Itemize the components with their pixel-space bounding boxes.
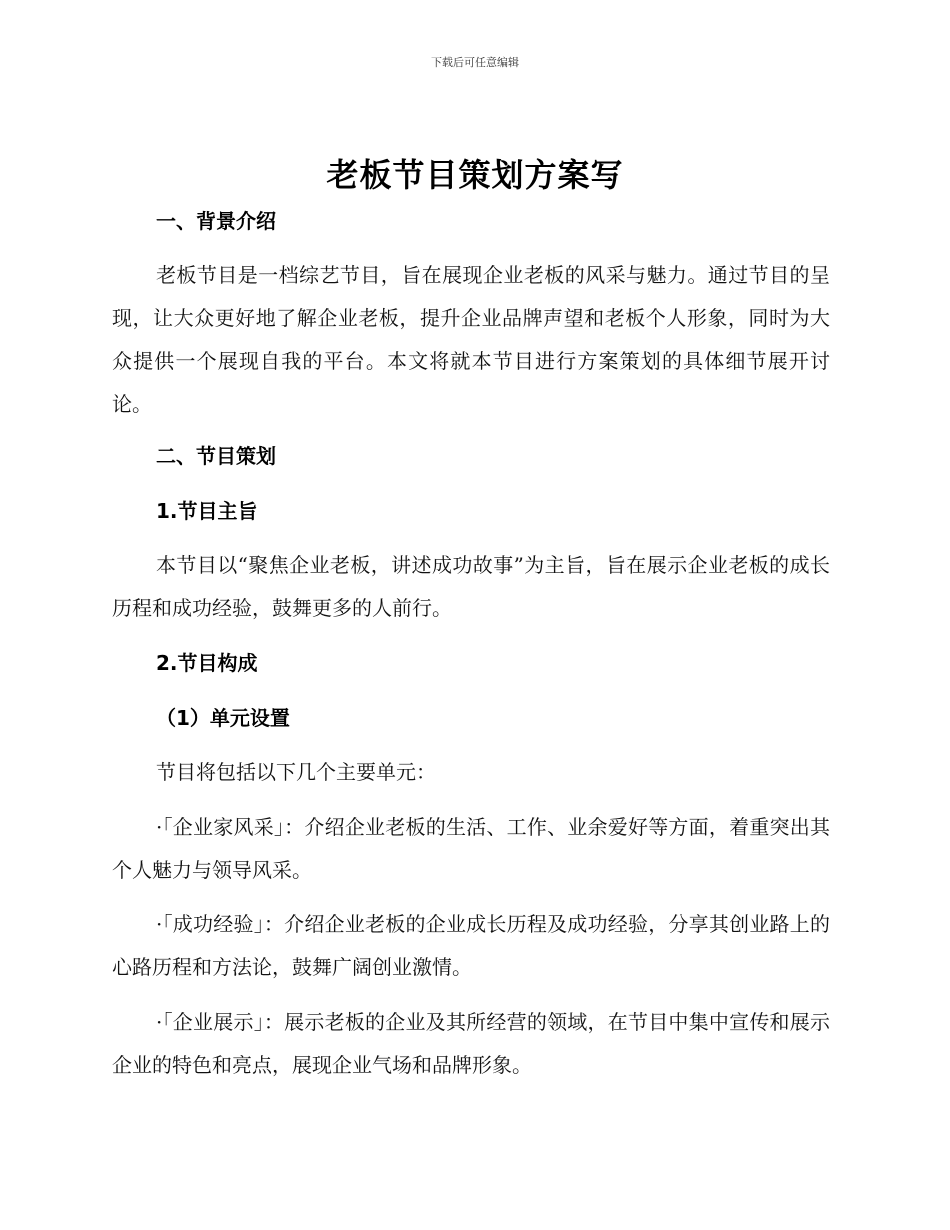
list-item-success-experience: ·「成功经验」：介绍企业老板的企业成长历程及成功经验，分享其创业路上的心路历程和方法论，鼓舞广阔创业激情。	[112, 912, 830, 979]
section-heading-planning: 二、节目策划	[156, 444, 276, 468]
document-title: 老板节目策划方案写	[326, 156, 624, 194]
paragraph-background: 老板节目是一档综艺节目，旨在展现企业老板的风采与魅力。通过节目的呈现，让大众更好地了解企业老板，提升企业品牌声望和老板个人形象，同时为大众提供一个展现自我的平台。本文将就本节目进行方案策划的具体细节展开讨论。	[112, 263, 830, 416]
subsection-heading-units: （1）单元设置	[156, 706, 290, 730]
subsection-heading-theme: 1.节目主旨	[156, 499, 258, 523]
paragraph-theme: 本节目以“聚焦企业老板，讲述成功故事”为主旨，旨在展示企业老板的成长历程和成功经验，鼓舞更多的人前行。	[112, 553, 830, 620]
list-item-enterprise-showcase: ·「企业展示」：展示老板的企业及其所经营的领域，在节目中集中宣传和展示企业的特色和亮点，展现企业气场和品牌形象。	[112, 1010, 830, 1077]
list-item-entrepreneur-style: ·「企业家风采」：介绍企业老板的生活、工作、业余爱好等方面，着重突出其个人魅力与领导风采。	[112, 815, 830, 882]
paragraph-units-intro: 节目将包括以下几个主要单元：	[156, 760, 436, 784]
subsection-heading-structure: 2.节目构成	[156, 651, 258, 675]
section-heading-background: 一、背景介绍	[156, 209, 276, 233]
page-header-note: 下载后可任意编辑	[431, 56, 519, 69]
